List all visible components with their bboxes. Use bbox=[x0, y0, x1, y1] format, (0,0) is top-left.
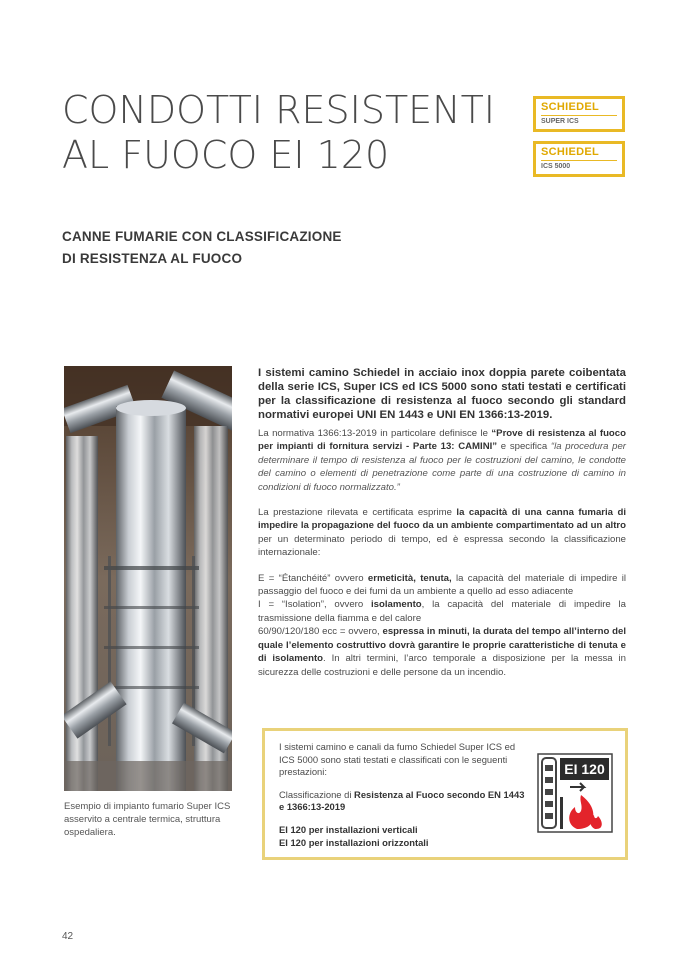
intro-paragraph: I sistemi camino Schiedel in acciaio inox doppia parete coibentata della serie ICS, Super ICS ed ICS 5000 sono stati testati e certificati per la classificazione di resistenza al fuoco secondo gli standard normativi europei UNI EN 1443 e UNI EN 1366:13-2019. bbox=[258, 367, 626, 421]
bold-span: ermeticità, tenuta, bbox=[367, 572, 452, 584]
text-span: Classificazione di bbox=[279, 788, 355, 800]
logo-model: SUPER ICS bbox=[541, 118, 579, 125]
text-span: 60/90/120/180 ecc = ovvero, bbox=[258, 626, 383, 638]
text-span: per un determinato periodo di tempo, ed è espressa secondo la classificazione internazionale: bbox=[258, 533, 626, 559]
definition-minutes bbox=[258, 625, 626, 679]
bold-span: la capacità di una canna fumaria di impedire la propagazione del fuoco da un ambiente compartimentato ad un altro bbox=[258, 507, 626, 532]
classification-box bbox=[262, 728, 628, 860]
text-span: e specifica bbox=[497, 441, 551, 453]
chimney-installation-photo bbox=[64, 366, 232, 791]
ei-120-label: EI 120 bbox=[564, 761, 605, 777]
section-subtitle: CANNE FUMARIE CON CLASSIFICAZIONE DI RESISTENZA AL FUOCO bbox=[62, 229, 342, 266]
text-span: La prestazione rilevata e certificata esprime bbox=[258, 507, 457, 519]
photo-caption: Esempio di impianto fumario Super ICS asservito a centrale termica, struttura ospedaliera. bbox=[64, 801, 231, 838]
definition-i bbox=[258, 598, 626, 625]
performance-paragraph bbox=[258, 506, 626, 560]
logo-divider bbox=[541, 160, 617, 161]
box-intro: I sistemi camino e canali da fumo Schiedel Super ICS ed ICS 5000 sono stati testati e classificati con le seguenti prestazioni: bbox=[279, 741, 516, 778]
box-ratings bbox=[279, 824, 525, 849]
bold-span: isolamento bbox=[371, 599, 422, 611]
text-span: La normativa 1366:13-2019 in particolare definisce le bbox=[258, 428, 492, 439]
ei-120-fire-icon bbox=[537, 753, 613, 833]
definition-e bbox=[258, 572, 626, 599]
text-span: I = “Isolation”, ovvero bbox=[258, 599, 371, 611]
italic-quote: “la procedura per determinare il tempo di resistenza al fuoco per le costruzioni del camino, le condotte del camino o elementi di penetrazione come parte di una costruzione di camino in condizioni di fuoco normalizzato.” bbox=[258, 441, 627, 493]
rating-vertical: EI 120 per installazioni verticali bbox=[279, 823, 418, 835]
rating-horizontal: EI 120 per installazioni orizzontali bbox=[279, 836, 429, 848]
logo-brand: SCHIEDEL bbox=[541, 146, 600, 158]
text-span: . In altri termini, l’arco temporale a disposizione per la messa in sicurezza delle costruzioni e delle persone da un incendio. bbox=[258, 653, 626, 678]
box-classification bbox=[279, 789, 525, 814]
logo-divider bbox=[541, 115, 617, 116]
logo-model: ICS 5000 bbox=[541, 163, 571, 170]
logo-brand: SCHIEDEL bbox=[541, 101, 600, 113]
bold-span: espressa in minuti, la durata del tempo all’interno del quale l’elemento costruttivo dovrà garantire le proprie caratteristiche di tenuta e di isolamento bbox=[258, 626, 626, 665]
bold-span: “Prove di resistenza al fuoco per impianti di fornitura servizi - Parte 13: CAMINI” bbox=[258, 428, 626, 453]
body-text bbox=[258, 366, 626, 691]
text-span: E = “Étanchéité” ovvero bbox=[258, 572, 368, 584]
bold-span: Resistenza al Fuoco secondo EN 1443 e 1366:13-2019 bbox=[279, 788, 525, 813]
text-span: la capacità del materiale di impedire il passaggio del fuoco e dei fumi da un ambiente a quello ad esso adiacente bbox=[258, 572, 626, 598]
classification-text bbox=[279, 741, 525, 859]
page-title: CONDOTTI RESISTENTI AL FUOCO EI 120 bbox=[62, 88, 496, 177]
schiedel-ics-5000-logo bbox=[533, 141, 625, 177]
text-span: , la capacità del materiale di impedire la trasmissione della fiamma e del calore bbox=[258, 599, 627, 624]
schiedel-super-ics-logo bbox=[533, 96, 625, 132]
definitions bbox=[258, 572, 626, 679]
page-number: 42 bbox=[62, 931, 74, 942]
standard-paragraph bbox=[258, 427, 626, 494]
